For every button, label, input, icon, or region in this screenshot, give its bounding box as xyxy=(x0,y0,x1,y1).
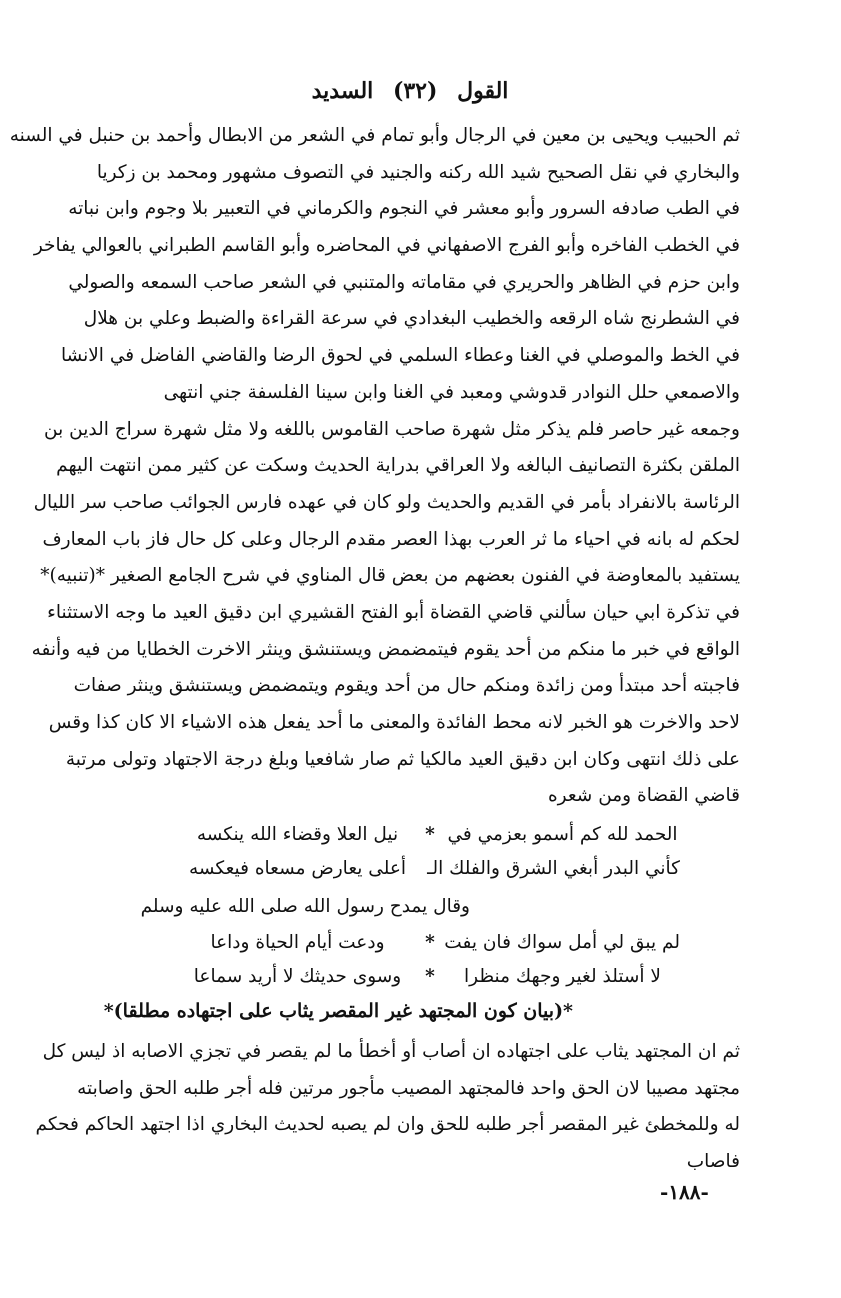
text-line: يستفيد بالمعاوضة في الفنون بعضهم من بعض قال المناوي في شرح الجامع الصغير *(تنبيه)* xyxy=(40,565,740,587)
verse-separator-star: * xyxy=(425,932,435,953)
text-line: الرئاسة بالانفراد بأمر في القديم والحديث ولو كان في عهده فارس الجوائب صاحب سر الليال xyxy=(33,491,740,513)
verse xyxy=(180,852,680,886)
text-line: مجتهد مصيبا لان الحق واحد فالمجتهد المصيب مأجور مرتين فله أجر طلبه الحق واصابته xyxy=(77,1077,740,1099)
paragraph-main xyxy=(9,118,740,815)
header-title-left: القول xyxy=(457,78,509,104)
text-line: لاحد والاخرت هو الخبر لانه محط الفائدة والمعنى ما أحد يفعل هذه الاشياء الا كان كذا وقس xyxy=(48,712,740,733)
verse-second-hemistich: وسوى حديثك لا أريد سماعا xyxy=(193,966,402,987)
text-line: ثم ان المجتهد يثاب على اجتهاده ان أصاب أو أخطأ ما لم يقصر في تجزي الاصابه اذ ليس كل xyxy=(42,1041,740,1062)
verse xyxy=(180,818,680,852)
paragraph-second xyxy=(35,1034,740,1181)
verse-separator-star: * xyxy=(425,824,435,845)
verse-separator-star: * xyxy=(425,966,435,987)
text-line: قاضي القضاة ومن شعره xyxy=(547,785,740,807)
text-line: والاصمعي حلل النوادر قدوشي ومعبد في الغنا وابن سينا الفلسفة جني انتهى xyxy=(163,381,740,403)
verse-second-hemistich: أعلى يعارض مسعاه فيعكسه xyxy=(188,858,407,879)
verse-second-hemistich: نيل العلا وقضاء الله ينكسه xyxy=(196,824,399,845)
verse-first-hemistich: الحمد لله كم أسمو بعزمي في xyxy=(447,824,678,845)
text-line: في الطب صادفه السرور وأبو معشر في النجوم والكرماني في التعبير بلا وجوم وابن نباته xyxy=(68,198,740,220)
text-line: ثم الحبيب ويحيى بن معين في الرجال وأبو تمام في الشعر من الابطال وأحمد بن حنبل في السنه xyxy=(9,125,740,146)
text-line: فاجبته أحد مبتدأ ومن زائدة ومنكم حال من أحد ويقوم ويتمضمض ويستنشق وينثر صفات xyxy=(73,675,740,697)
running-header xyxy=(300,78,520,104)
verse-first-hemistich: لم يبق لي أمل سواك فان يفت xyxy=(444,932,680,953)
text-line: الواقع في خبر ما منكم من أحد يقوم فيتمضمض ويستنشق وينثر الاخرت الخطايا من فيه وأنفه xyxy=(31,638,740,660)
page-number: -١٨٨- xyxy=(660,1180,709,1204)
text-line: على ذلك انتهى وكان ابن دقيق العيد مالكيا ثم صار شافعيا وبلغ درجة الاجتهاد وتولى مرتبة xyxy=(65,748,740,770)
text-line: في الخط والموصلي في الغنا وعطاء السلمي في لحوق الرضا والقاضي الفاضل في الانشا xyxy=(60,345,740,367)
text-line: فاصاب xyxy=(686,1151,740,1173)
text-line: وابن حزم في الظاهر والحريري في مقاماته والمتنبي في الشعر صاحب السمعه والصولي xyxy=(68,271,740,293)
text-line: له وللمخطئ غير المقصر أجر طلبه للحق وان لم يصبه لحديث البخاري اذا اجتهد الحاكم فحكم xyxy=(35,1114,740,1136)
text-line: في الشطرنج شاه الرقعه والخطيب البغدادي في سرعة القراءة والضبط وعلي بن هلال xyxy=(83,308,740,330)
verse-first-hemistich: لا أستلذ لغير وجهك منظرا xyxy=(464,966,661,987)
header-page-marker: (٣٢) xyxy=(392,78,438,104)
text-line: والبخاري في نقل الصحيح شيد الله ركنه والجنيد في التصوف مشهور ومحمد بن زكريا xyxy=(96,161,740,183)
poem-intro-line: وقال يمدح رسول الله صلى الله عليه وسلم xyxy=(140,896,470,917)
text-line: لحكم له بانه في احياء ما ثر العرب بهذا العصر مقدم الرجال وعلى كل حال فاز باب المعارف xyxy=(42,528,740,550)
verse-first-hemistich: كأني البدر أبغي الشرق والفلك الـ xyxy=(427,858,680,879)
text-line: في الخطب الفاخره وأبو الفرج الاصفهاني في المحاضره وأبو القاسم الطبراني بالعوالي يفاخر xyxy=(33,235,740,257)
verse xyxy=(180,926,680,960)
text-line: وجمعه غير حاصر فلم يذكر مثل شهرة صاحب القاموس باللغه ولا مثل شهرة سراج الدين بن xyxy=(44,418,740,440)
verse-separator-star xyxy=(415,852,445,886)
header-title-right: السديد xyxy=(311,78,374,104)
text-line: الملقن بكثرة التصانيف البالغه ولا العراقي بدراية الحديث وسكت عن كثير ممن انتهت اليهم xyxy=(56,455,740,477)
verse xyxy=(180,960,680,994)
verse-second-hemistich: ودعت أيام الحياة وداعا xyxy=(210,932,385,953)
poem-second xyxy=(180,926,680,994)
section-heading: *(بيان كون المجتهد غير المقصر يثاب على اجتهاده مطلقا)* xyxy=(103,1000,573,1022)
poem-first xyxy=(180,818,680,886)
text-line: في تذكرة ابي حيان سألني قاضي القضاة أبو الفتح القشيري ابن دقيق العيد ما وجه الاستثناء xyxy=(47,601,740,623)
